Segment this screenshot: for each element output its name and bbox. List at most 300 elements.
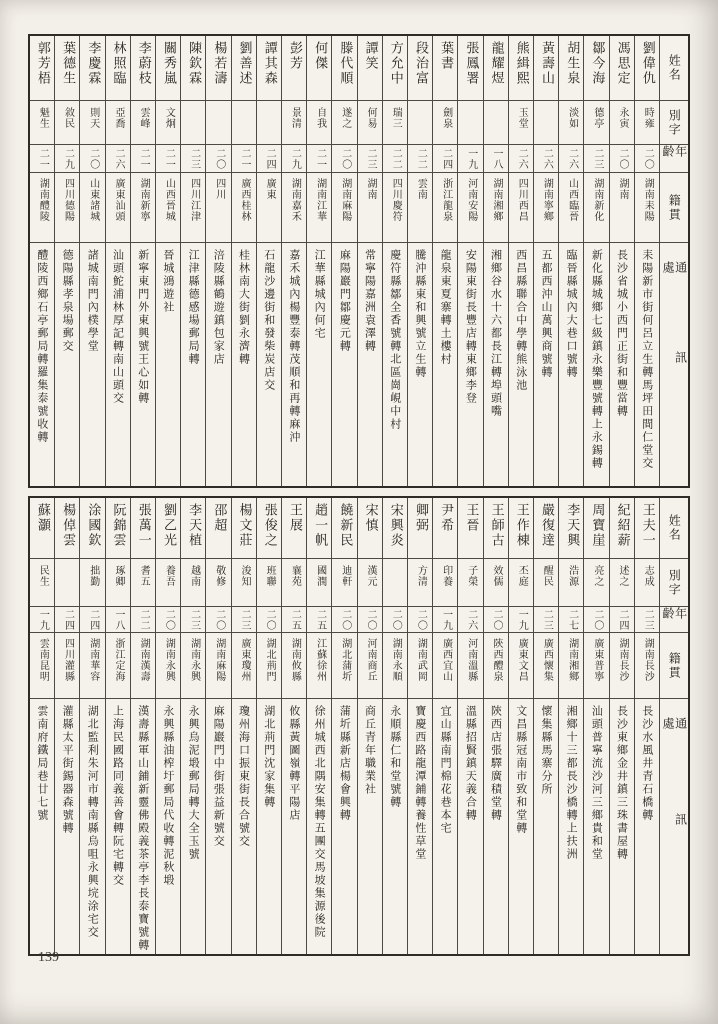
person-age: 二四 <box>87 608 99 631</box>
person-address-cell <box>509 698 533 954</box>
person-name: 譚其森 <box>261 41 277 86</box>
person-address: 永興縣油榨圩郵局代收轉泥秋塅 <box>161 705 175 887</box>
person-alias: 印養 <box>440 565 452 587</box>
person-age: 二〇 <box>390 608 402 631</box>
person-native: 河南溫縣 <box>465 638 477 682</box>
page-number: 139 <box>38 950 59 965</box>
person-age: 一九 <box>516 608 528 631</box>
person-address: 攸縣黃圖嶺轉平陽店 <box>287 705 301 822</box>
person-alias-cell <box>332 558 356 606</box>
person-column <box>407 36 432 486</box>
person-name: 林照臨 <box>110 41 126 86</box>
person-age: 二一 <box>37 147 49 170</box>
person-address: 上海民國路同義善會轉阮宅轉交 <box>111 705 125 887</box>
person-age-cell <box>408 606 432 632</box>
person-age: 二三 <box>238 608 250 631</box>
person-age: 二七 <box>566 608 578 631</box>
person-age-cell <box>383 144 407 172</box>
person-alias-cell <box>610 558 634 606</box>
header-address-label: 通訊處 <box>661 261 688 441</box>
person-alias-cell <box>206 100 230 144</box>
person-address: 諸城南門內樸學堂 <box>86 249 100 353</box>
person-alias-cell <box>282 558 306 606</box>
person-column <box>180 36 205 486</box>
person-age-cell <box>106 144 130 172</box>
person-alias: 敘民 <box>62 107 74 129</box>
person-native: 山西晉城 <box>163 178 175 222</box>
header-column <box>659 36 688 486</box>
person-name: 周寶崖 <box>589 503 605 548</box>
person-name-cell <box>358 36 382 100</box>
person-alias-cell <box>559 558 583 606</box>
person-address: 湘鄉谷水十六都長江轉埠頭嘴 <box>489 249 503 418</box>
person-column <box>180 498 205 954</box>
person-age: 二〇 <box>264 608 276 631</box>
person-age-cell <box>332 144 356 172</box>
person-alias-cell <box>484 100 508 144</box>
person-native-cell <box>383 172 407 242</box>
person-column <box>79 36 104 486</box>
person-name: 劉善述 <box>236 41 252 86</box>
person-native-cell <box>307 172 331 242</box>
person-address: 新化縣城鄉七級鎮永樂豐號轉上永錫轉 <box>590 249 604 470</box>
person-age-cell <box>30 606 54 632</box>
person-native-cell <box>257 172 281 242</box>
person-name-cell <box>433 498 457 558</box>
person-native: 江蘇徐州 <box>314 638 326 682</box>
person-address: 德陽縣孝泉場郵交 <box>61 249 75 353</box>
person-name: 關秀嵐 <box>160 41 176 86</box>
person-age-cell <box>206 144 230 172</box>
person-age-cell <box>584 144 608 172</box>
person-column <box>331 498 356 954</box>
person-name: 張鳳署 <box>463 41 479 86</box>
person-alias: 自我 <box>314 107 326 129</box>
person-address: 安陽東街長豐店轉東鄉李登 <box>464 249 478 405</box>
person-name: 楊倬雲 <box>60 503 76 548</box>
person-age-cell <box>433 606 457 632</box>
person-address-cell <box>206 242 230 486</box>
person-age: 二五 <box>289 608 301 631</box>
person-name: 劉偉仇 <box>639 41 655 86</box>
person-age-cell <box>332 606 356 632</box>
person-age: 二〇 <box>642 147 654 170</box>
person-age-cell <box>484 144 508 172</box>
person-column <box>130 36 155 486</box>
header-age-cell <box>660 144 688 172</box>
person-age: 二〇 <box>213 608 225 631</box>
person-column <box>382 498 407 954</box>
person-name: 方允中 <box>387 41 403 86</box>
person-native-cell <box>559 632 583 698</box>
person-age-cell <box>534 144 558 172</box>
person-name: 龍耀煜 <box>488 41 504 86</box>
person-address: 麻陽巖門中街張益新號交 <box>212 705 226 848</box>
person-name: 馮思定 <box>614 41 630 86</box>
person-native-cell <box>80 172 104 242</box>
person-age: 二六 <box>465 608 477 631</box>
person-name-cell <box>484 36 508 100</box>
person-native-cell <box>559 172 583 242</box>
person-name-cell <box>332 36 356 100</box>
person-address: 醴陵西鄉石亭郵局轉羅集泰號收轉 <box>35 249 49 444</box>
person-age: 二二 <box>138 608 150 631</box>
person-address: 商丘青年職業社 <box>363 705 377 796</box>
person-address-cell <box>156 698 180 954</box>
person-name-cell <box>257 36 281 100</box>
person-native-cell <box>458 172 482 242</box>
person-name-cell <box>484 498 508 558</box>
person-age: 二六 <box>516 147 528 170</box>
person-address-cell <box>610 698 634 954</box>
person-column <box>609 498 634 954</box>
person-address: 江華縣城內何宅 <box>313 249 327 340</box>
person-native-cell <box>358 172 382 242</box>
person-native: 廣東文昌 <box>516 638 528 682</box>
person-native: 湖北荊門 <box>264 638 276 682</box>
person-column <box>205 36 230 486</box>
person-native-cell <box>408 632 432 698</box>
person-address-cell <box>30 698 54 954</box>
person-native-cell <box>458 632 482 698</box>
person-name: 陳欽霖 <box>186 41 202 86</box>
person-alias: 志成 <box>642 565 654 587</box>
person-name: 饒新民 <box>337 503 353 548</box>
person-native-cell <box>509 632 533 698</box>
person-alias-cell <box>181 558 205 606</box>
person-age: 一八 <box>491 147 502 170</box>
person-name: 卿弼 <box>412 503 428 533</box>
person-address: 漢壽縣軍山鋪新靈佛殿義茶亭李長泰寶號轉 <box>136 705 150 952</box>
header-alias-cell <box>660 558 688 606</box>
header-age-label: 年齡 <box>661 145 688 159</box>
person-alias: 述之 <box>617 565 629 587</box>
person-alias-cell <box>433 100 457 144</box>
person-native-cell <box>635 632 659 698</box>
header-column <box>659 498 688 954</box>
person-age-cell <box>80 144 104 172</box>
person-address: 汕頭鮀浦林厚記轉南山頭交 <box>111 249 125 405</box>
person-age-cell <box>282 144 306 172</box>
person-native-cell <box>332 632 356 698</box>
person-column <box>432 36 457 486</box>
person-native-cell <box>181 632 205 698</box>
person-address: 蒲圻縣新店楊會興轉 <box>338 705 352 822</box>
person-native: 湖南湘鄉 <box>491 178 502 222</box>
person-alias-cell <box>307 100 331 144</box>
person-name: 胡生泉 <box>564 41 580 86</box>
person-age-cell <box>307 144 331 172</box>
person-name-cell <box>206 498 230 558</box>
person-address: 湖北監利朱河市轉南縣烏咀永興垸涂宅交 <box>86 705 100 939</box>
person-alias: 琢卿 <box>112 565 124 587</box>
person-column <box>79 498 104 954</box>
person-native-cell <box>584 172 608 242</box>
person-alias: 浚知 <box>238 565 250 587</box>
person-native: 廣東瓊州 <box>238 638 250 682</box>
person-address-cell <box>282 698 306 954</box>
header-name-label: 姓名 <box>667 514 682 542</box>
person-column <box>130 498 155 954</box>
person-native-cell <box>584 632 608 698</box>
person-alias-cell <box>408 558 432 606</box>
person-name-cell <box>30 498 54 558</box>
person-native: 湖南 <box>364 178 376 200</box>
person-address-cell <box>80 242 104 486</box>
person-alias: 漢元 <box>364 565 376 587</box>
person-age: 二〇 <box>213 147 225 170</box>
person-alias: 時雍 <box>642 107 654 129</box>
person-address: 龍泉東夏寨轉土樓村 <box>439 249 453 366</box>
person-age: 二〇 <box>163 608 175 631</box>
person-column <box>558 498 583 954</box>
person-native: 廣西桂林 <box>238 178 250 222</box>
person-alias-cell <box>559 100 583 144</box>
person-name: 嚴復達 <box>538 503 554 548</box>
person-column <box>281 498 306 954</box>
person-column <box>331 36 356 486</box>
person-address: 瓊州海口振東街長合號交 <box>237 705 251 848</box>
person-alias-cell <box>307 558 331 606</box>
person-name: 趙一帆 <box>312 503 328 548</box>
person-alias-cell <box>509 558 533 606</box>
person-native: 湖南寧鄉 <box>541 178 553 222</box>
person-address-cell <box>181 698 205 954</box>
person-name: 李天興 <box>564 503 580 548</box>
person-name: 王晉 <box>463 503 479 533</box>
person-name-cell <box>332 498 356 558</box>
person-age: 二〇 <box>87 147 99 170</box>
person-native-cell <box>156 172 180 242</box>
person-alias-cell <box>30 558 54 606</box>
person-column <box>583 36 608 486</box>
person-address-cell <box>433 242 457 486</box>
person-name: 段治富 <box>412 41 428 86</box>
header-native-cell <box>660 632 688 698</box>
person-native: 四川德陽 <box>62 178 74 222</box>
person-age-cell <box>80 606 104 632</box>
person-age: 二一 <box>238 147 250 170</box>
person-name: 李慶霖 <box>85 41 101 86</box>
person-address-cell <box>307 242 331 486</box>
person-column <box>231 36 256 486</box>
person-native: 湖南江華 <box>314 178 326 222</box>
person-alias-cell <box>332 100 356 144</box>
person-address-cell <box>257 242 281 486</box>
person-address-cell <box>106 698 130 954</box>
person-age: 二三 <box>188 147 200 170</box>
person-column <box>508 36 533 486</box>
header-name-label: 姓名 <box>667 54 682 82</box>
person-alias: 耆五 <box>138 565 150 587</box>
person-column <box>533 498 558 954</box>
person-address: 湘鄉十三都長沙橋轉上扶洲 <box>565 705 579 861</box>
person-name-cell <box>181 36 205 100</box>
person-address-cell <box>181 242 205 486</box>
person-column <box>357 498 382 954</box>
person-native: 河南安陽 <box>465 178 477 222</box>
person-alias-cell <box>383 100 407 144</box>
person-alias-cell <box>534 558 558 606</box>
person-age: 二四 <box>440 147 452 170</box>
person-name: 張俊之 <box>261 503 277 548</box>
person-address-cell <box>458 698 482 954</box>
person-name-cell <box>559 36 583 100</box>
person-age-cell <box>55 606 79 632</box>
person-age-cell <box>509 144 533 172</box>
person-native: 陝西醴泉 <box>491 638 502 682</box>
person-address: 汕頭普寧流沙河三鄉貴和堂 <box>590 705 604 861</box>
person-address-cell <box>484 242 508 486</box>
person-column <box>256 36 281 486</box>
person-native-cell <box>358 632 382 698</box>
person-name-cell <box>131 498 155 558</box>
person-age: 二〇 <box>415 608 427 631</box>
person-name-cell <box>106 36 130 100</box>
person-name-cell <box>206 36 230 100</box>
person-name-cell <box>80 498 104 558</box>
person-name: 王師古 <box>488 503 504 548</box>
person-age-cell <box>458 606 482 632</box>
person-alias-cell <box>156 558 180 606</box>
person-alias: 養吾 <box>163 565 175 587</box>
person-alias-cell <box>156 100 180 144</box>
person-age-cell <box>55 144 79 172</box>
person-name: 宋興炎 <box>387 503 403 548</box>
person-age: 二〇 <box>591 608 603 631</box>
person-column <box>54 36 79 486</box>
person-native-cell <box>433 172 457 242</box>
person-address: 長沙東鄉金井鎮三珠書屋轉 <box>615 705 629 861</box>
person-column <box>105 36 130 486</box>
person-name: 宋慎 <box>362 503 378 533</box>
person-native: 浙江定海 <box>112 638 124 682</box>
person-native: 湖南耒陽 <box>642 178 654 222</box>
person-address: 慶符縣鄒全香號轉北區崗峴中村 <box>388 249 402 431</box>
person-native-cell <box>156 632 180 698</box>
person-address: 徐州城西北隅安集轉五團交馬坡集源後院 <box>313 705 327 939</box>
person-address: 桂林南大街劉永濟轉 <box>237 249 251 366</box>
person-native-cell <box>206 632 230 698</box>
person-native: 湖南新寧 <box>138 178 150 222</box>
person-name-cell <box>635 498 659 558</box>
person-native: 湖南麻陽 <box>213 638 225 682</box>
person-alias: 亮之 <box>591 565 603 587</box>
header-address-label: 通訊處 <box>661 717 688 909</box>
person-column <box>30 498 54 954</box>
person-column <box>483 36 508 486</box>
person-age-cell <box>408 144 432 172</box>
person-address: 常寧陽嘉洲袁澤轉 <box>363 249 377 353</box>
person-column <box>205 498 230 954</box>
person-age-cell <box>509 606 533 632</box>
person-age: 一九 <box>37 608 49 631</box>
person-address-cell <box>80 698 104 954</box>
person-address-cell <box>332 242 356 486</box>
person-native: 湖南漢壽 <box>138 638 150 682</box>
person-age: 一八 <box>112 608 124 631</box>
person-native-cell <box>610 172 634 242</box>
person-alias: 德亭 <box>591 107 603 129</box>
person-native-cell <box>232 172 256 242</box>
header-name-cell <box>660 498 688 558</box>
person-address: 西昌縣聯合中學轉熊泳池 <box>514 249 528 392</box>
person-column <box>583 498 608 954</box>
person-age-cell <box>131 606 155 632</box>
person-alias: 國潤 <box>314 565 326 587</box>
person-age: 二四 <box>617 608 629 631</box>
person-address: 臨晉縣城內大巷口號轉 <box>565 249 579 379</box>
person-alias: 浩源 <box>566 565 578 587</box>
person-address-cell <box>559 698 583 954</box>
person-address-cell <box>484 698 508 954</box>
person-column <box>155 36 180 486</box>
person-native-cell <box>206 172 230 242</box>
person-native: 廣西宜山 <box>440 638 452 682</box>
person-native-cell <box>383 632 407 698</box>
person-native-cell <box>80 632 104 698</box>
person-column <box>432 498 457 954</box>
person-name-cell <box>131 36 155 100</box>
header-age-cell <box>660 606 688 632</box>
person-native-cell <box>332 172 356 242</box>
person-native-cell <box>307 632 331 698</box>
person-age-cell <box>257 144 281 172</box>
person-address: 宜山縣南門棉花巷本宅 <box>439 705 453 835</box>
person-alias-cell <box>408 100 432 144</box>
person-native: 湖南湘鄉 <box>566 638 578 682</box>
person-column <box>533 36 558 486</box>
person-address-cell <box>610 242 634 486</box>
person-name-cell <box>584 36 608 100</box>
person-alias: 魁生 <box>37 107 49 129</box>
person-age: 一九 <box>465 147 477 170</box>
person-name-cell <box>584 498 608 558</box>
person-name-cell <box>106 498 130 558</box>
person-address-cell <box>509 242 533 486</box>
person-name: 蘇灝 <box>34 503 50 533</box>
person-address: 雲南府鐵局巷廿七號 <box>35 705 49 822</box>
person-alias-cell <box>106 558 130 606</box>
person-name: 紀紹薪 <box>614 503 630 548</box>
person-alias: 淡如 <box>566 107 578 129</box>
person-name-cell <box>307 36 331 100</box>
person-column <box>54 498 79 954</box>
person-alias-cell <box>106 100 130 144</box>
person-age-cell <box>232 144 256 172</box>
person-age-cell <box>433 144 457 172</box>
person-age-cell <box>484 606 508 632</box>
person-age-cell <box>559 144 583 172</box>
person-alias-cell <box>458 100 482 144</box>
person-address-cell <box>534 242 558 486</box>
person-alias: 敬修 <box>213 565 225 587</box>
person-native: 湖北蒲圻 <box>339 638 351 682</box>
person-name: 熊緝熙 <box>513 41 529 86</box>
person-age: 二三 <box>541 608 553 631</box>
person-native-cell <box>635 172 659 242</box>
person-native: 湖南武岡 <box>415 638 427 682</box>
person-native: 四川灌縣 <box>62 638 74 682</box>
person-native: 湖南永順 <box>390 638 402 682</box>
header-native-label: 籍貫 <box>667 193 682 222</box>
person-column <box>281 36 306 486</box>
person-native-cell <box>282 632 306 698</box>
person-column <box>105 498 130 954</box>
person-alias-cell <box>257 100 281 144</box>
person-alias: 瑞三 <box>390 107 402 129</box>
person-age: 二〇 <box>339 147 351 170</box>
